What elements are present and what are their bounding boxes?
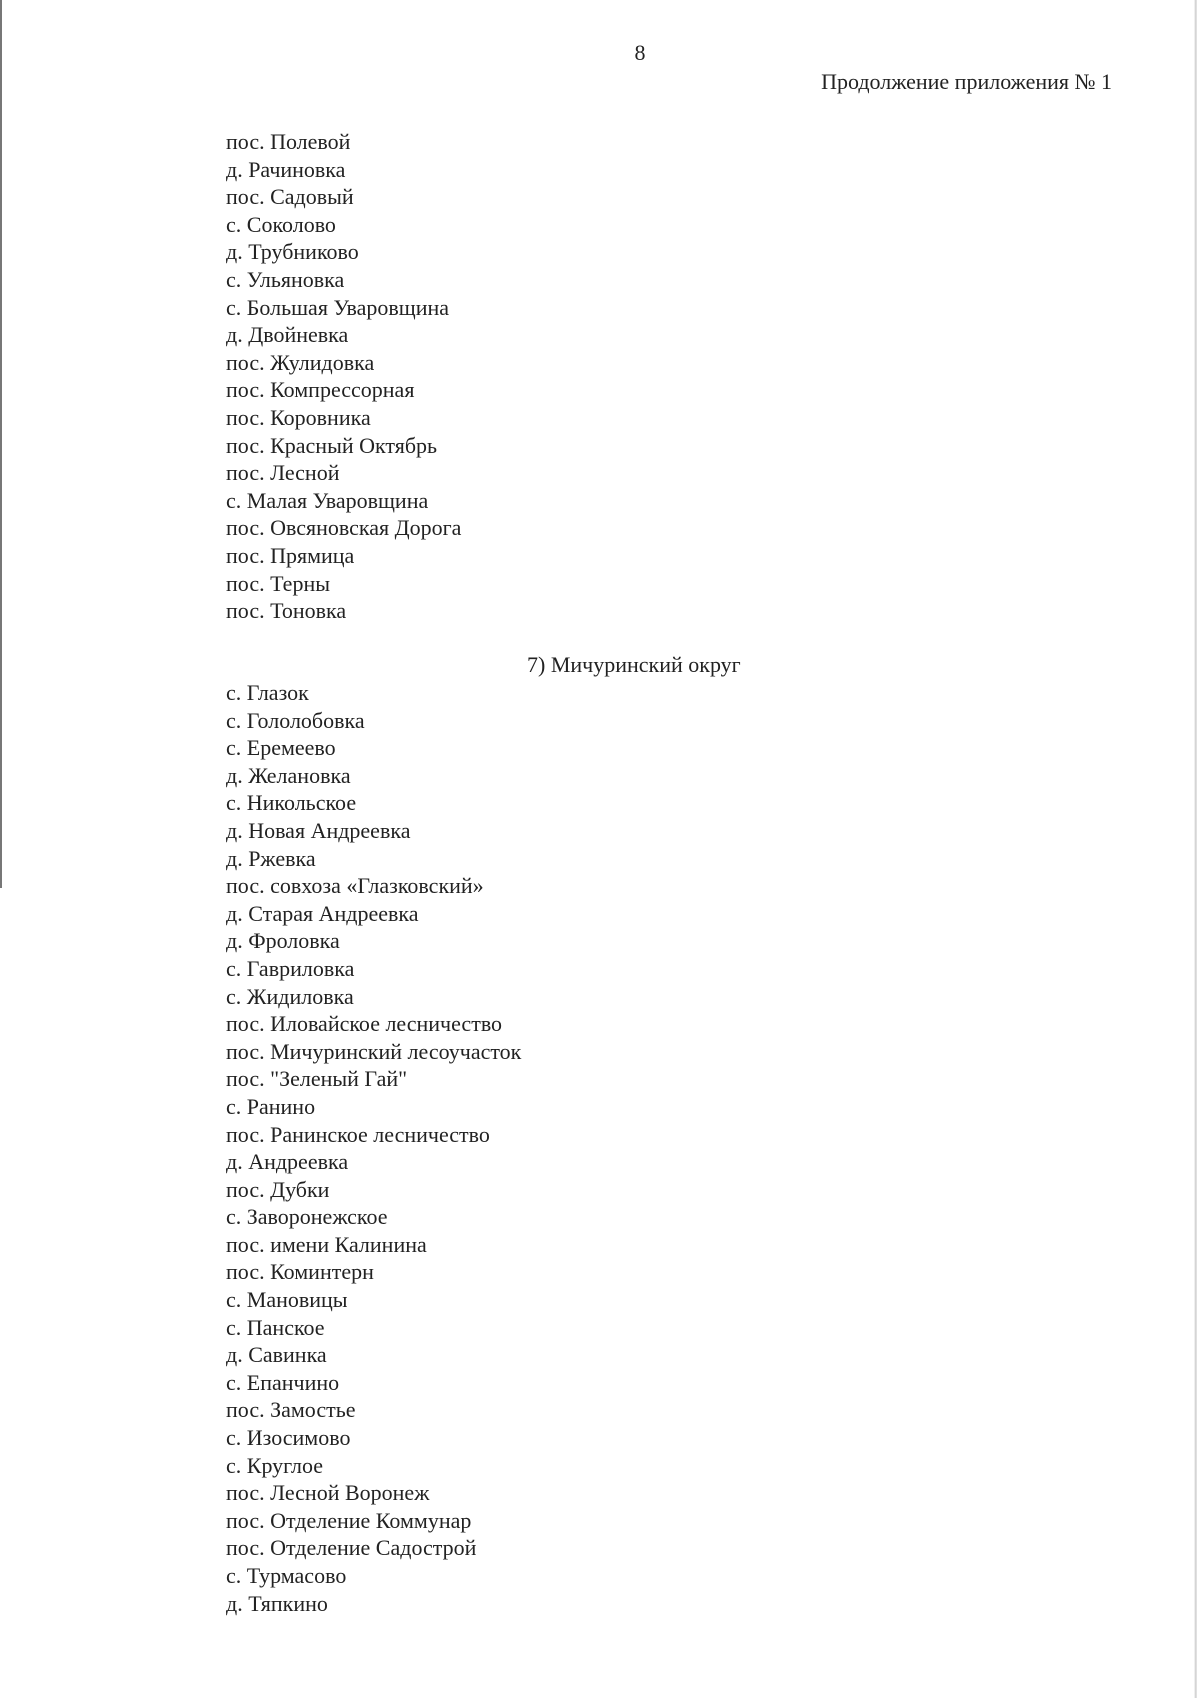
settlement-item: пос. совхоза «Глазковский» — [226, 873, 484, 899]
settlement-item: пос. Полевой — [226, 129, 351, 154]
settlement-item: пос. имени Калинина — [226, 1231, 427, 1257]
settlement-item: пос. Жулидовка — [226, 349, 375, 375]
settlement-item: пос. Ранинское лесничество — [226, 1121, 490, 1147]
settlement-item: д. Фроловка — [226, 928, 340, 954]
settlement-item: с. Глазок — [226, 680, 309, 705]
settlement-item: д. Тяпкино — [226, 1590, 328, 1616]
settlement-item: с. Круглое — [226, 1452, 324, 1478]
settlement-item: пос. Прямица — [226, 542, 355, 568]
settlement-item: пос. Тоновка — [226, 598, 347, 624]
settlement-item: пос. Мичуринский лесоучасток — [226, 1038, 522, 1064]
settlement-item: д. Желановка — [226, 762, 351, 788]
section-heading: 7) Мичуринский округ — [527, 652, 741, 677]
settlement-item: с. Панское — [226, 1314, 325, 1340]
settlement-item: д. Рачиновка — [226, 156, 346, 182]
settlement-item: с. Заворонежское — [226, 1204, 388, 1230]
settlement-item: пос. Лесной — [226, 460, 340, 486]
settlement-item: пос. Отделение Коммунар — [226, 1507, 472, 1533]
settlement-item: с. Большая Уваровщина — [226, 294, 450, 320]
settlement-item: пос. Коминтерн — [226, 1259, 374, 1285]
settlement-item: пос. Иловайское лесничество — [226, 1011, 503, 1037]
settlement-item: д. Андреевка — [226, 1149, 349, 1175]
settlement-item: с. Малая Уваровщина — [226, 487, 429, 513]
settlement-list-continued — [226, 128, 461, 625]
settlement-item: д. Двойневка — [226, 322, 349, 348]
settlement-item: д. Савинка — [226, 1342, 327, 1368]
settlement-item: д. Трубниково — [226, 239, 359, 265]
settlement-list-michurinsky — [226, 679, 521, 1617]
settlement-item: с. Ульяновка — [226, 266, 345, 292]
settlement-item: с. Турмасово — [226, 1563, 347, 1588]
settlement-item: с. Жидиловка — [226, 983, 354, 1009]
settlement-item: пос. Коровника — [226, 404, 371, 430]
settlement-item: с. Соколово — [226, 211, 336, 237]
settlement-item: д. Старая Андреевка — [226, 900, 419, 926]
settlement-item: пос. "Зеленый Гай" — [226, 1066, 408, 1092]
scan-edge-right — [1194, 0, 1197, 1698]
settlement-item: пос. Лесной Воронеж — [226, 1480, 430, 1506]
continuation-header: Продолжение приложения № 1 — [821, 69, 1112, 94]
settlement-item: пос. Отделение Садострой — [226, 1535, 477, 1561]
settlement-item: с. Гололобовка — [226, 707, 365, 733]
settlement-item: д. Ржевка — [226, 845, 316, 871]
settlement-item: с. Еремеево — [226, 735, 336, 761]
settlement-item: пос. Терны — [226, 570, 331, 596]
settlement-item: с. Мановицы — [226, 1287, 348, 1313]
settlement-item: пос. Красный Октябрь — [226, 432, 438, 458]
settlement-item: с. Изосимово — [226, 1425, 351, 1451]
settlement-item: д. Новая Андреевка — [226, 817, 411, 843]
settlement-item: с. Ранино — [226, 1093, 316, 1119]
settlement-item: пос. Замостье — [226, 1397, 356, 1423]
settlement-item: с. Никольское — [226, 790, 357, 816]
settlement-item: пос. Компрессорная — [226, 377, 415, 403]
settlement-item: пос. Садовый — [226, 184, 354, 210]
settlement-item: пос. Дубки — [226, 1176, 330, 1202]
settlement-item: с. Епанчино — [226, 1369, 340, 1395]
page-number: 8 — [634, 40, 646, 65]
settlement-item: пос. Овсяновская Дорога — [226, 515, 462, 541]
scan-edge-left — [0, 0, 2, 888]
settlement-item: с. Гавриловка — [226, 955, 355, 981]
